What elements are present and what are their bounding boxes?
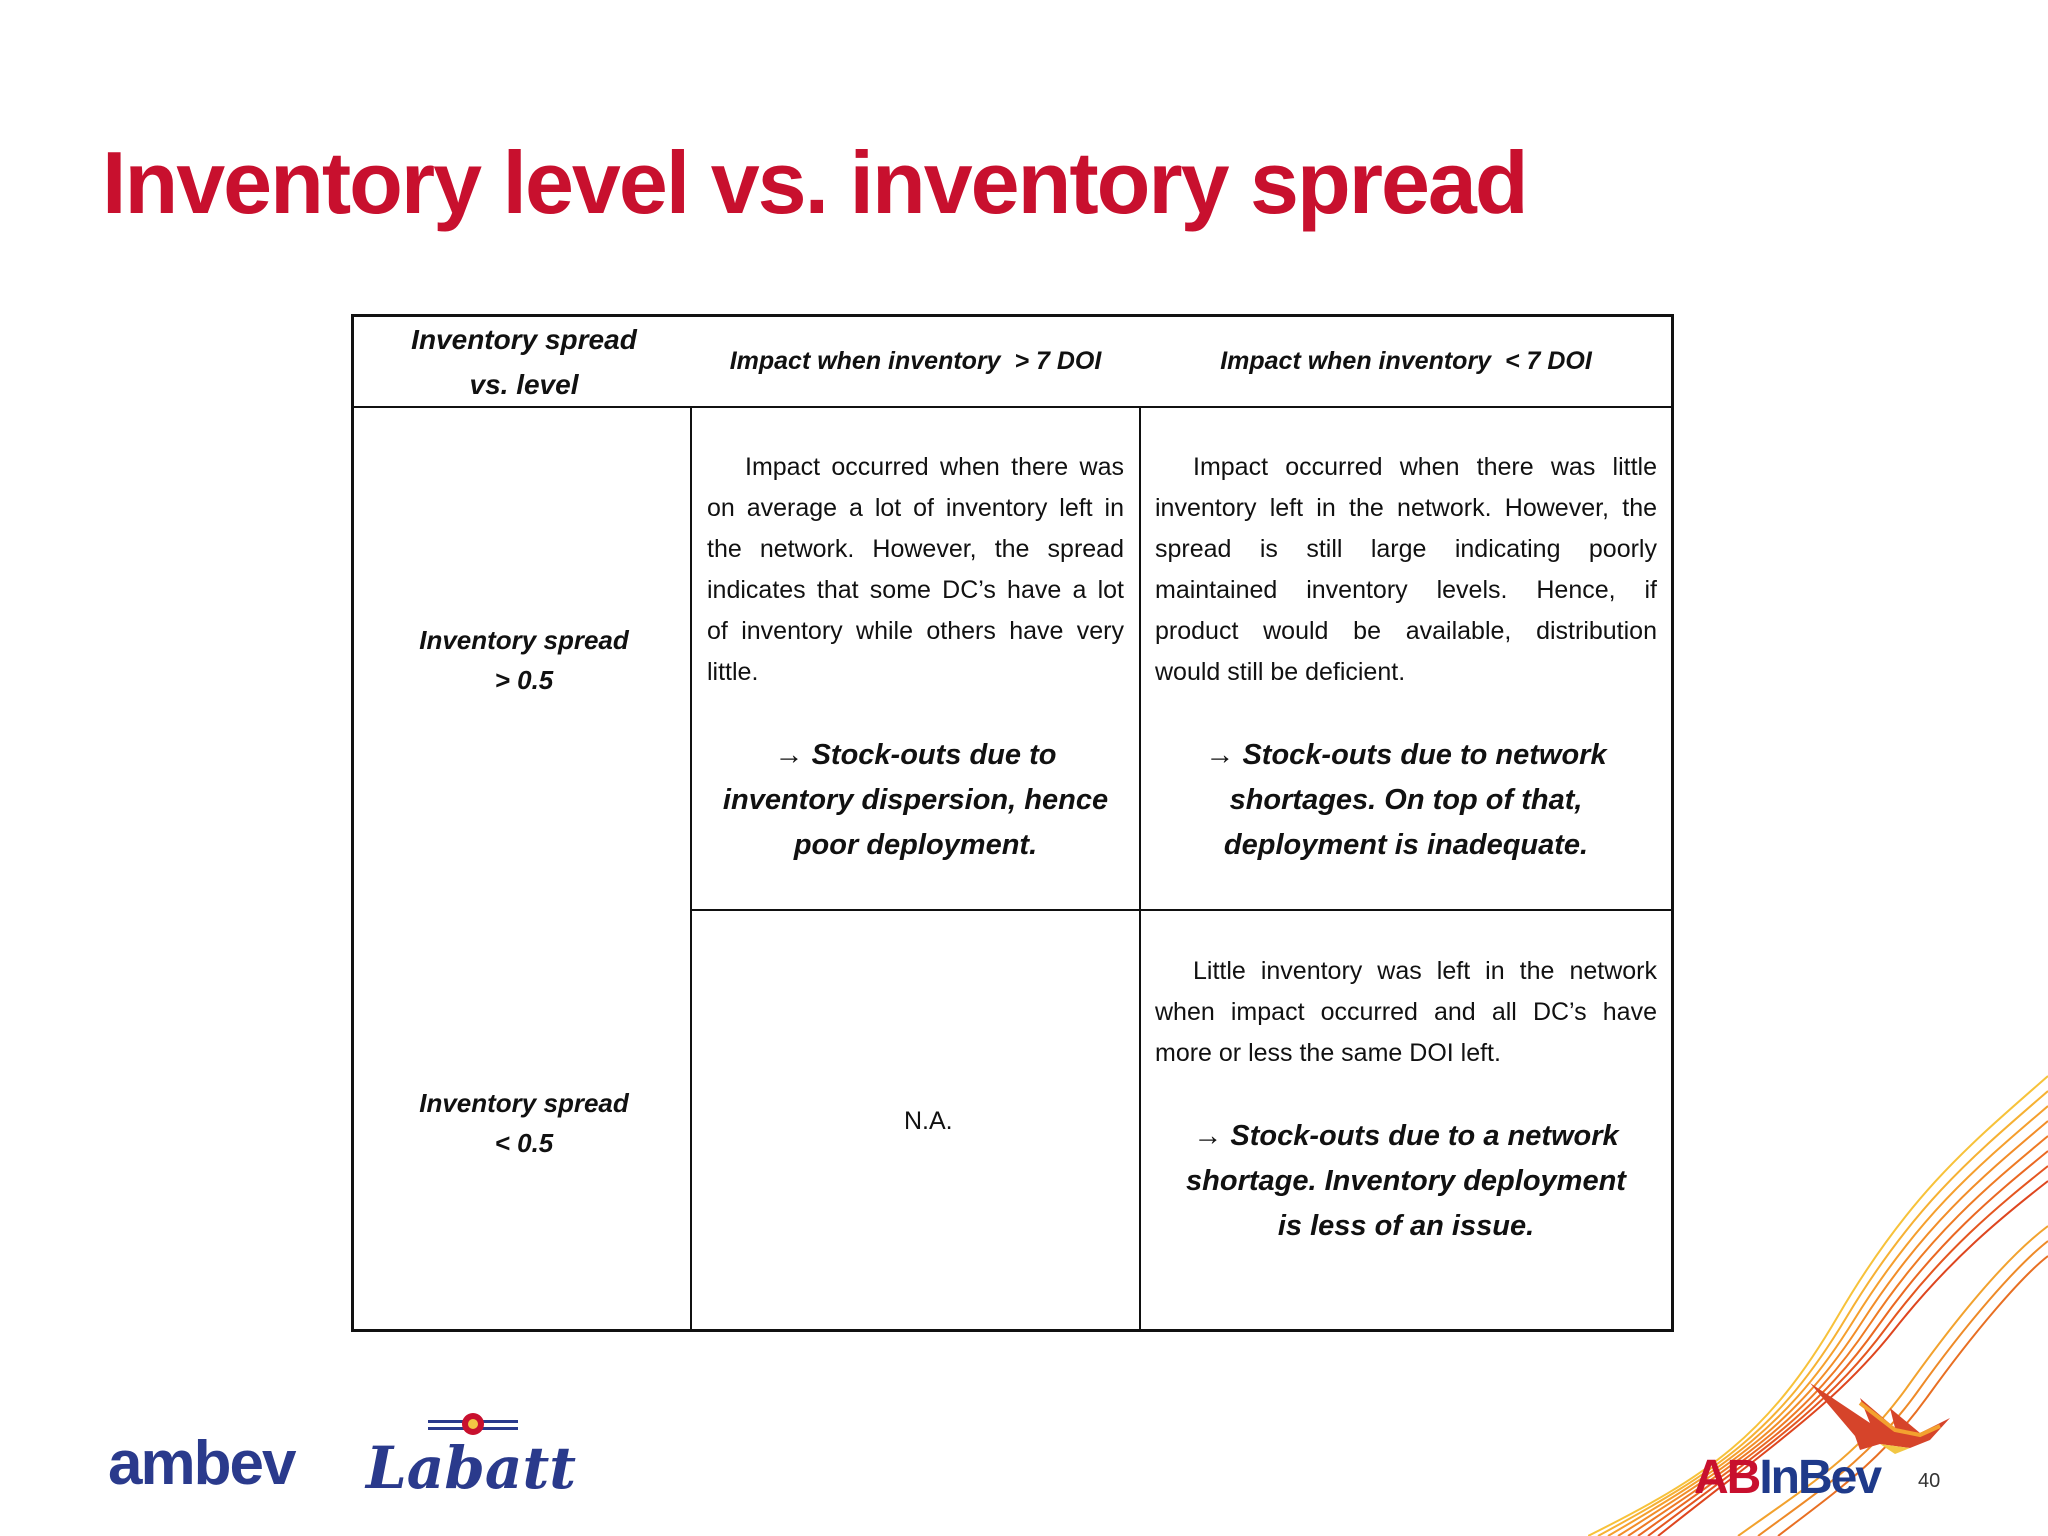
row-divider [690,909,1671,911]
cell-conclusion: → Stock-outs due to a network shortage. Inventory deployment is less of an issue. [1186,1120,1626,1242]
cell-conclusion: → Stock-outs due to inventory dispersion, hence poor deployment. [722,739,1109,861]
cell-text: Little inventory was left in the network when impact occurred and all DC’s have more or less the same DOI left. [1155,957,1657,1067]
abinbev-logo-inbev: InBev [1759,1451,1881,1504]
column-header-above-7-doi: Impact when inventory > 7 DOI [729,347,1102,375]
cell-spread-high-inventory-low [1141,447,1671,868]
abinbev-logo [1694,1450,1880,1505]
cell-conclusion: → Stock-outs due to network shortages. On top of that, deployment is inadequate. [1205,739,1607,861]
cell-spread-high-inventory-high [692,447,1139,868]
ambev-logo: ambev [108,1429,295,1498]
corner-header: Inventory spread vs. level [411,323,637,400]
page-number: 40 [1918,1470,1941,1492]
column-header-below-7-doi: Impact when inventory < 7 DOI [1220,347,1592,375]
abinbev-eagle-icon [1800,1378,1960,1458]
abinbev-logo-ab: AB [1694,1451,1760,1504]
cell-not-applicable: N.A. [904,1107,953,1135]
page-title: Inventory level vs. inventory spread [102,133,1527,232]
cell-text: Impact occurred when there was little inventory left in the network. However, the spread is still large indicating poorly maintained inventory levels. Hence, if product would be available, distribution would still be deficient. [1155,453,1657,686]
row-header-spread-below-0-5: Inventory spread < 0.5 [419,1088,629,1158]
cell-text: Impact occurred when there was on average a lot of inventory left in the network. However, the spread indicates that some DC’s have a lot of inventory while others have very little. [707,453,1124,686]
comparison-table [351,314,1674,1332]
cell-spread-low-inventory-low [1141,951,1671,1249]
labatt-logo: Labatt [366,1434,577,1502]
row-header-spread-above-0-5: Inventory spread > 0.5 [419,625,629,695]
